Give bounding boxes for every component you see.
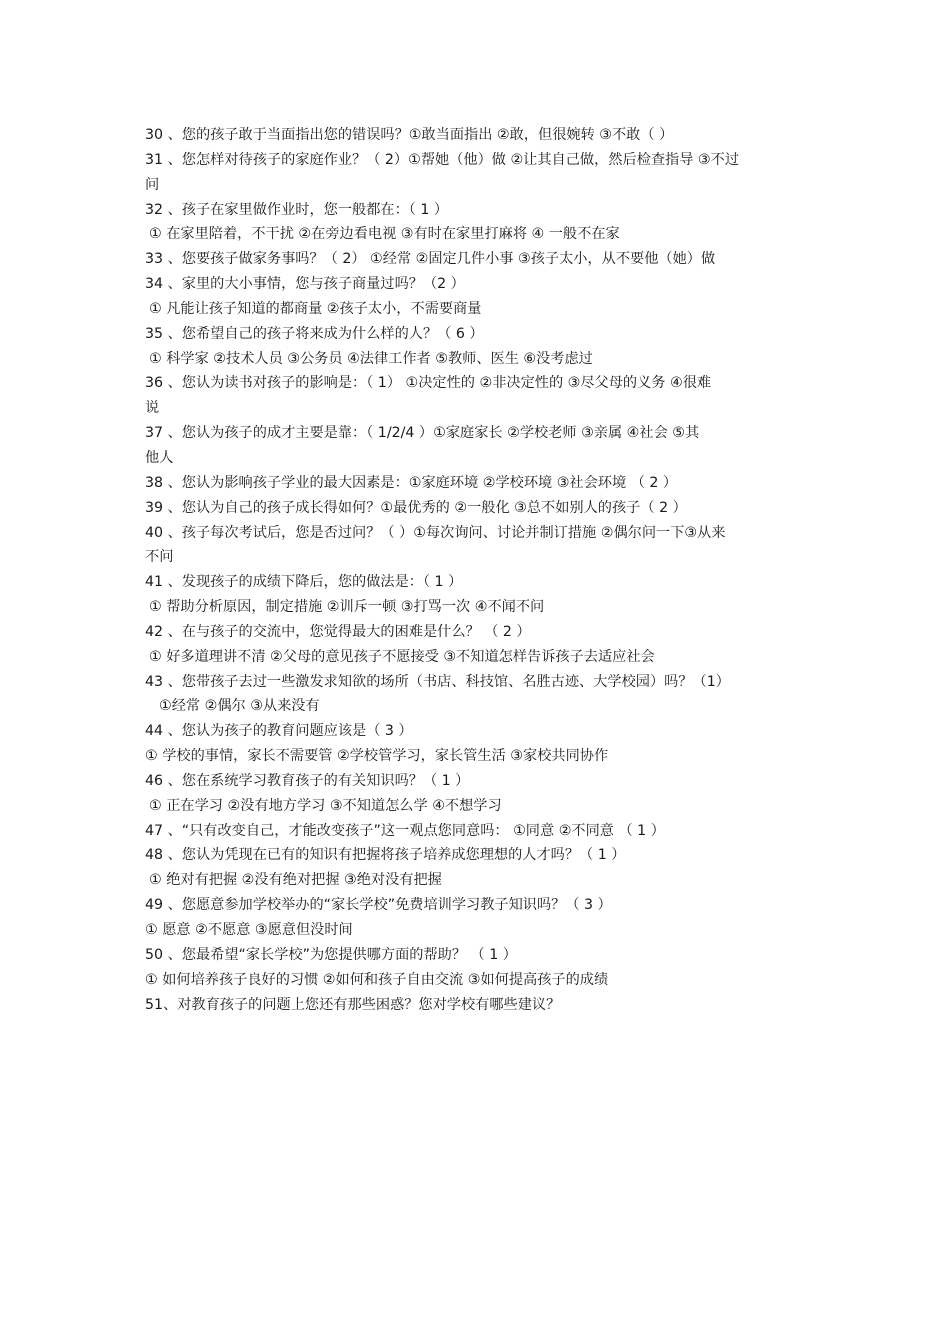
question-37-wrap: 他人 — [145, 449, 174, 466]
question-50: 50 、您最希望“家长学校”为您提供哪方面的帮助？ （ 1 ） — [145, 946, 517, 963]
question-40: 40 、孩子每次考试后，您是否过问？（ ）①每次询问、讨论并制订措施 ②偶尔问一下③从来 — [145, 524, 726, 541]
question-42-options: ① 好多道理讲不清 ②父母的意见孩子不愿接受 ③不知道怎样告诉孩子去适应社会 — [149, 648, 655, 665]
question-31: 31 、您怎样对待孩子的家庭作业？（ 2）①帮她（他）做 ②让其自己做，然后检查指导 ③不过 — [145, 151, 740, 168]
question-33: 33 、您要孩子做家务事吗？（ 2） ①经常 ②固定几件小事 ③孩子太小，从不要他（她）做 — [145, 251, 716, 268]
question-34-options: ① 凡能让孩子知道的都商量 ②孩子太小，不需要商量 — [149, 300, 482, 317]
question-37: 37 、您认为孩子的成才主要是靠：（ 1/2/4 ）①家庭家长 ②学校老师 ③亲属 ④社会 ⑤其 — [145, 425, 700, 442]
question-40-wrap: 不问 — [145, 549, 174, 566]
question-35: 35 、您希望自己的孩子将来成为什么样的人？（ 6 ） — [145, 325, 484, 342]
question-46-options: ① 正在学习 ②没有地方学习 ③不知道怎么学 ④不想学习 — [149, 797, 502, 814]
question-36-wrap: 说 — [145, 400, 160, 417]
question-36: 36 、您认为读书对孩子的影响是：（ 1） ①决定性的 ②非决定性的 ③尽父母的义务 ④很难 — [145, 375, 712, 392]
question-50-options: ① 如何培养孩子良好的习惯 ②如何和孩子自由交流 ③如何提高孩子的成绩 — [145, 971, 609, 988]
question-48-options: ① 绝对有把握 ②没有绝对把握 ③绝对没有把握 — [149, 872, 442, 889]
question-44: 44 、您认为孩子的教育问题应该是（ 3 ） — [145, 723, 413, 740]
question-43: 43 、您带孩子去过一些激发求知欲的场所（书店、科技馆、名胜古迹、大学校园）吗？（1） — [145, 673, 730, 690]
question-31-wrap: 问 — [145, 176, 160, 193]
question-43-options: ①经常 ②偶尔 ③从来没有 — [159, 698, 320, 715]
question-47: 47 、“只有改变自己，才能改变孩子”这一观点您同意吗： ①同意 ②不同意 （ 1 ） — [145, 822, 665, 839]
question-34: 34 、家里的大小事情，您与孩子商量过吗？（2 ） — [145, 276, 465, 293]
question-49: 49 、您愿意参加学校举办的“家长学校”免费培训学习教子知识吗？（ 3 ） — [145, 897, 612, 914]
question-35-options: ① 科学家 ②技术人员 ③公务员 ④法律工作者 ⑤教师、医生 ⑥没考虑过 — [149, 350, 593, 367]
question-30: 30 、您的孩子敢于当面指出您的错误吗？①敢当面指出 ②敢，但很婉转 ③不敢（ ） — [145, 127, 674, 143]
question-44-options: ① 学校的事情，家长不需要管 ②学校管学习，家长管生活 ③家校共同协作 — [145, 748, 609, 765]
question-49-options: ① 愿意 ②不愿意 ③愿意但没时间 — [145, 922, 353, 938]
question-38: 38 、您认为影响孩子学业的最大因素是：①家庭环境 ②学校环境 ③社会环境 （ 2 ） — [145, 474, 678, 491]
question-32: 32 、孩子在家里做作业时，您一般都在：（ 1 ） — [145, 201, 449, 218]
question-41-options: ① 帮助分析原因，制定措施 ②训斥一顿 ③打骂一次 ④不闻不问 — [149, 599, 545, 616]
question-51: 51、对教育孩子的问题上您还有那些困惑？您对学校有哪些建议？ — [145, 996, 561, 1013]
questionnaire-body — [145, 123, 810, 1017]
question-41: 41 、发现孩子的成绩下降后，您的做法是：（ 1 ） — [145, 574, 463, 591]
question-42: 42 、在与孩子的交流中，您觉得最大的困难是什么？ （ 2 ） — [145, 623, 531, 640]
question-48: 48 、您认为凭现在已有的知识有把握将孩子培养成您理想的人才吗？（ 1 ） — [145, 847, 626, 864]
question-39: 39 、您认为自己的孩子成长得如何？①最优秀的 ②一般化 ③总不如别人的孩子（ 2 ） — [145, 499, 687, 516]
question-32-options: ① 在家里陪着，不干扰 ②在旁边看电视 ③有时在家里打麻将 ④ 一般不在家 — [149, 226, 620, 243]
question-46: 46 、您在系统学习教育孩子的有关知识吗？（ 1 ） — [145, 772, 470, 789]
